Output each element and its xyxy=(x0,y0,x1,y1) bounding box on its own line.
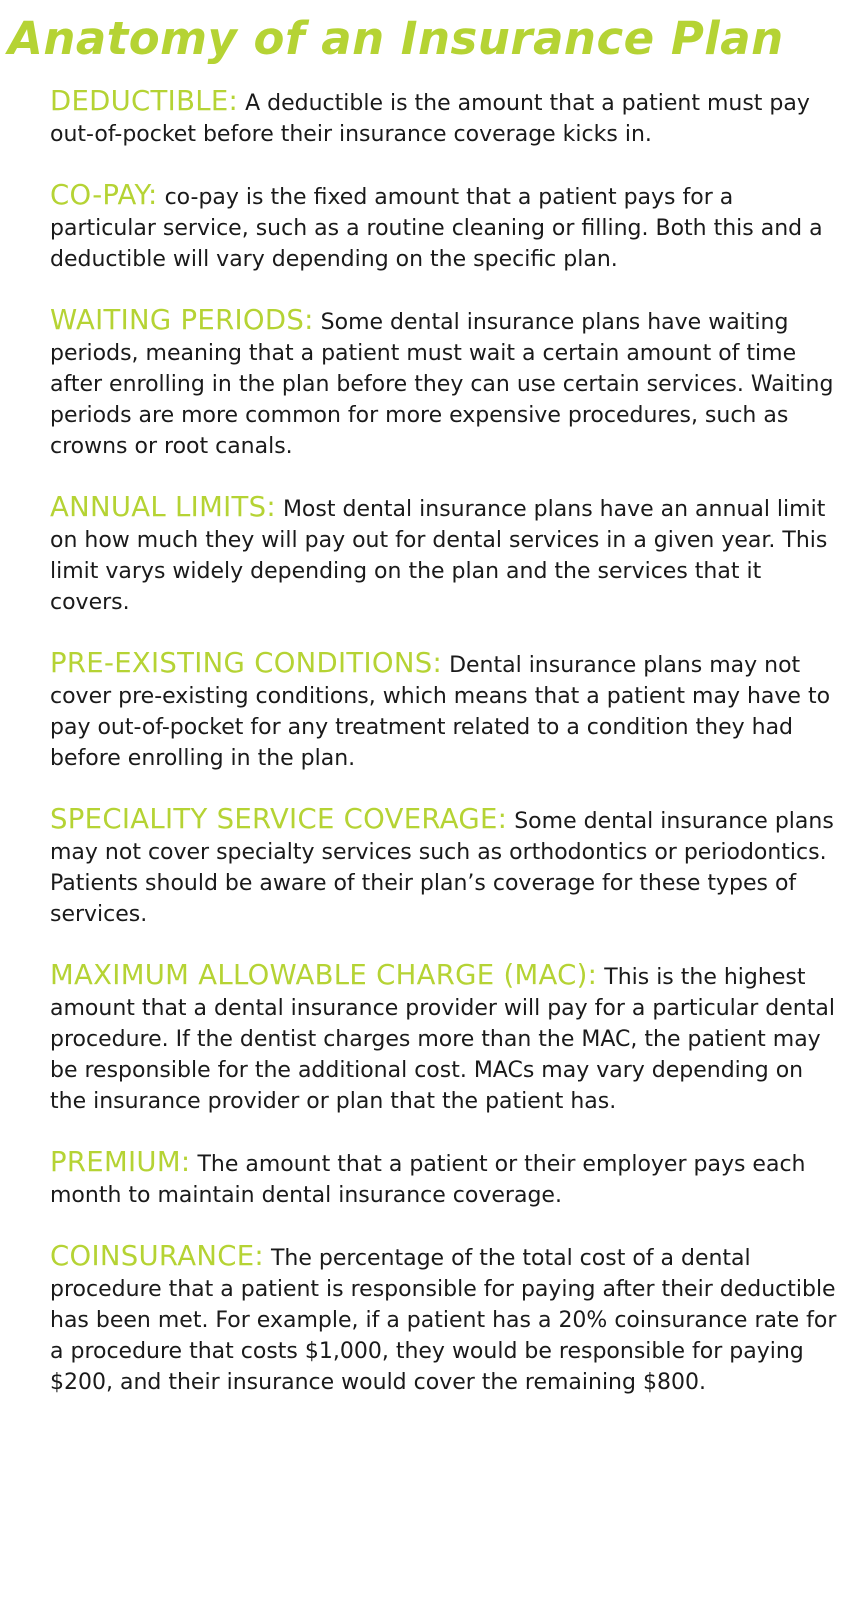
term-deductible xyxy=(50,86,840,150)
term-name: COINSURANCE: xyxy=(50,1240,264,1272)
term-name: MAXIMUM ALLOWABLE CHARGE (MAC): xyxy=(50,959,598,991)
term-description: Some dental insurance plans have waiting periods, meaning that a patient must wait a certain amount of time after enrolling in the plan before they can use certain services. Waiting periods are more common for more expensive procedures, such as crowns or root canals. xyxy=(50,310,834,459)
term-premium xyxy=(50,1147,840,1211)
term-coinsurance xyxy=(50,1241,840,1398)
term-maximum-allowable-charge xyxy=(50,960,840,1117)
term-speciality-service-coverage xyxy=(50,804,840,930)
term-description: Most dental insurance plans have an annual limit on how much they will pay out for dental services in a given year. This limit varys widely depending on the plan and the services that it covers. xyxy=(50,497,828,615)
term-name: SPECIALITY SERVICE COVERAGE: xyxy=(50,803,508,835)
term-description: The amount that a patient or their employer pays each month to maintain dental insurance coverage. xyxy=(50,1152,806,1208)
term-description: This is the highest amount that a dental insurance provider will pay for a particular dental procedure. If the dentist charges more than the MAC, the patient may be responsible for the additional cost. MACs may vary depending on the insurance provider or plan that the patient has. xyxy=(50,965,835,1114)
term-description: A deductible is the amount that a patient must pay out-of-pocket before their insurance coverage kicks in. xyxy=(50,91,810,147)
term-co-pay xyxy=(50,180,840,275)
term-description: Dental insurance plans may not cover pre-existing conditions, which means that a patient may have to pay out-of-pocket for any treatment related to a condition they had before enrolling in the plan. xyxy=(50,653,831,771)
term-name: PRE-EXISTING CONDITIONS: xyxy=(50,647,443,679)
term-description: co-pay is the fixed amount that a patient pays for a particular service, such as a routine cleaning or filling. Both this and a deductible will vary depending on the specific plan. xyxy=(50,185,823,272)
term-name: ANNUAL LIMITS: xyxy=(50,491,276,523)
term-waiting-periods xyxy=(50,305,840,462)
term-annual-limits xyxy=(50,492,840,618)
term-name: WAITING PERIODS: xyxy=(50,304,314,336)
term-pre-existing-conditions xyxy=(50,648,840,774)
terms-list xyxy=(50,86,840,1428)
term-description: Some dental insurance plans may not cover specialty services such as orthodontics or periodontics. Patients should be aware of their plan’s coverage for these types of services. xyxy=(50,809,834,927)
page-title: Anatomy of an Insurance Plan xyxy=(8,12,784,65)
term-name: DEDUCTIBLE: xyxy=(50,85,239,117)
term-description: The percentage of the total cost of a dental procedure that a patient is responsible for paying after their deductible has been met. For example, if a patient has a 20% coinsurance rate for a procedure that costs $1,000, they would be responsible for paying $200, and their insurance would cover the remaining $800. xyxy=(50,1246,837,1395)
term-name: PREMIUM: xyxy=(50,1146,191,1178)
term-name: CO-PAY: xyxy=(50,179,158,211)
